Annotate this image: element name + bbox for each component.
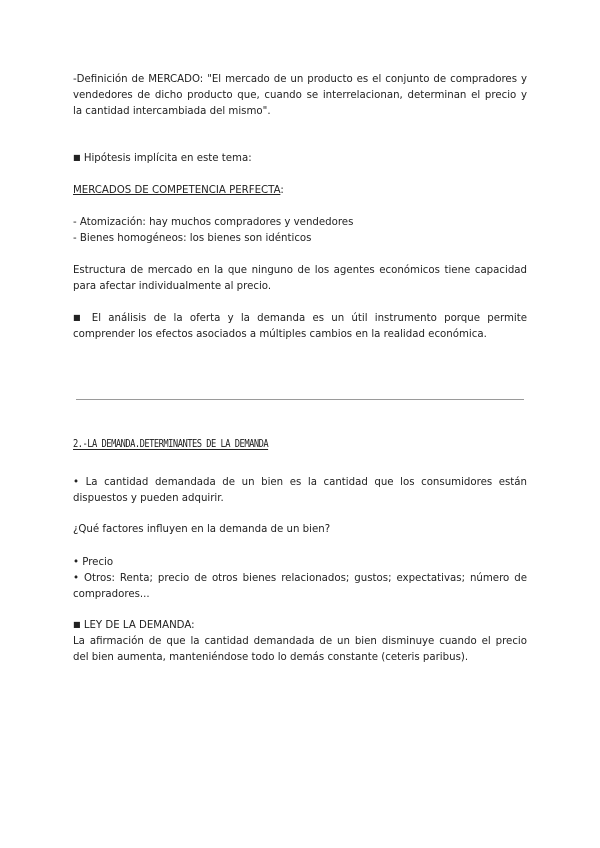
perfect-competition-list xyxy=(73,215,527,247)
analysis-paragraph xyxy=(73,311,527,343)
law-line-2: del bien aumenta, manteniéndose todo lo demás constante (ceteris paribus). xyxy=(73,652,469,663)
demanded-line-2: dispuestos y pueden adquirir. xyxy=(73,493,224,504)
factors-question xyxy=(73,522,527,538)
market-structure-paragraph xyxy=(73,263,527,295)
list-item-continuation: compradores... xyxy=(73,589,150,600)
quantity-demanded-paragraph xyxy=(73,475,527,507)
title-colon: : xyxy=(280,185,284,196)
list-item: • Precio xyxy=(73,557,114,568)
definition-line-1: -Definición de MERCADO: "El mercado de un producto es el conjunto de compradores y xyxy=(73,74,527,85)
analysis-line-1: El análisis de la oferta y la demanda es un útil instrumento porque permite xyxy=(91,313,527,324)
structure-line-2: para afectar individualmente al precio. xyxy=(73,281,272,292)
section-2-heading: 2.-LA DEMANDA.DETERMINANTES DE LA DEMANDA xyxy=(73,439,269,450)
definition-line-3: la cantidad intercambiada del mismo". xyxy=(73,106,271,117)
perfect-competition-title xyxy=(73,183,527,199)
structure-line-1: Estructura de mercado en la que ninguno de los agentes económicos tiene capacidad xyxy=(73,265,527,276)
square-bullet-icon: ■ xyxy=(73,313,85,322)
law-title: LEY DE LA DEMANDA: xyxy=(83,620,195,631)
list-item: - Atomización: hay muchos compradores y vendedores xyxy=(73,217,354,228)
question-text: ¿Qué factores influyen en la demanda de un bien? xyxy=(73,524,331,535)
law-line-1: La afirmación de que la cantidad demandada de un bien disminuye cuando el precio xyxy=(73,636,527,647)
law-of-demand xyxy=(73,618,527,666)
list-item: - Bienes homogéneos: los bienes son idénticos xyxy=(73,233,312,244)
hypothesis-paragraph xyxy=(73,151,527,167)
analysis-line-2: comprender los efectos asociados a múltiples cambios en la realidad económica. xyxy=(73,329,487,340)
market-definition xyxy=(73,72,527,120)
definition-line-2: vendedores de dicho producto que, cuando se interrelacionan, determinan el precio y xyxy=(73,90,527,101)
section-divider xyxy=(76,399,524,400)
hypothesis-text: Hipótesis implícita en este tema: xyxy=(83,153,252,164)
list-item: • Otros: Renta; precio de otros bienes relacionados; gustos; expectativas; número de xyxy=(73,573,527,584)
demanded-line-1: • La cantidad demandada de un bien es la cantidad que los consumidores están xyxy=(73,477,527,488)
factors-list xyxy=(73,555,527,603)
square-bullet-icon: ■ xyxy=(73,620,81,629)
perfect-competition-heading: MERCADOS DE COMPETENCIA PERFECTA xyxy=(73,185,281,196)
square-bullet-icon: ■ xyxy=(73,153,81,162)
